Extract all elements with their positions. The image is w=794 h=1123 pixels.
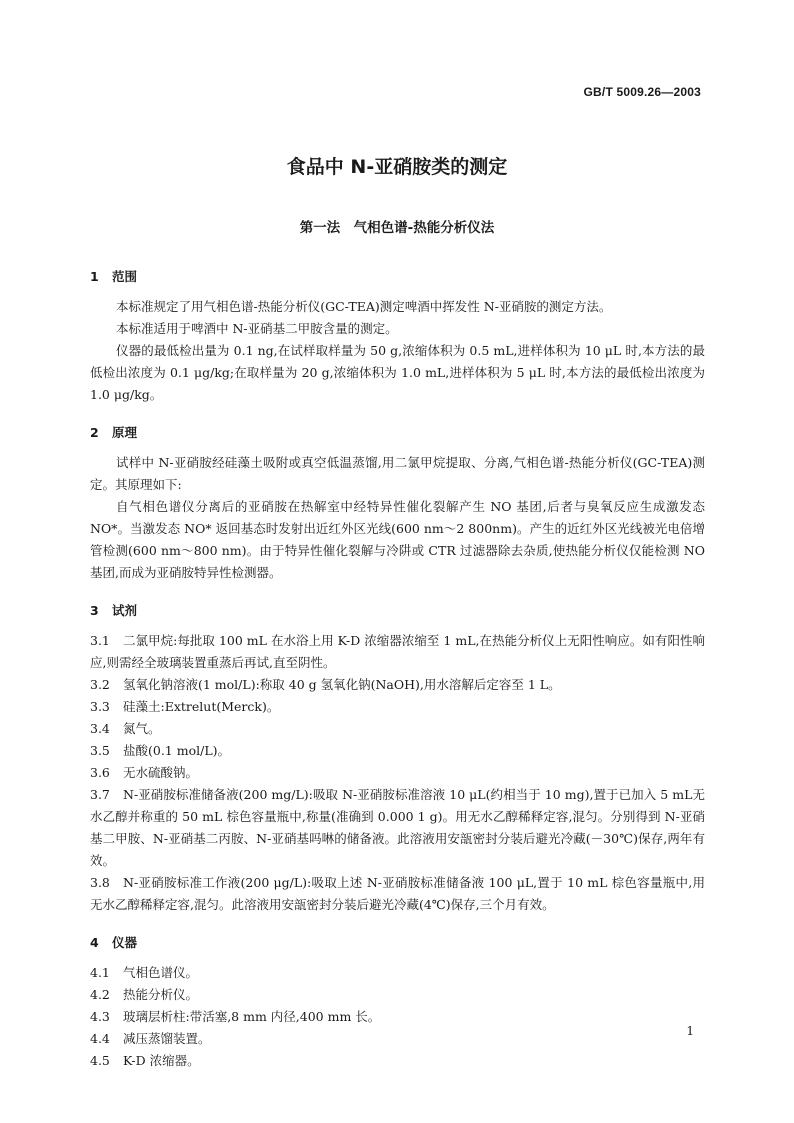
section-number: 4	[90, 935, 99, 950]
item-text: N-亚硝胺标准工作液(200 μg/L):吸取上述 N-亚硝胺标准储备液 100 μL,置于 10 mL 棕色容量瓶中,用无水乙醇稀释定容,混匀。此溶液用安瓿密封分装后避光冷藏(4℃)保存,三个月有效。	[90, 875, 705, 912]
item-text: 氮气。	[123, 721, 161, 736]
standard-code: GB/T 5009.26—2003	[583, 85, 701, 99]
section-title: 范围	[112, 269, 138, 284]
list-item	[90, 1006, 705, 1028]
list-item	[90, 696, 705, 718]
section-number: 1	[90, 269, 99, 284]
item-number: 3.2	[90, 677, 110, 692]
list-item	[90, 718, 705, 740]
item-text: 玻璃层析柱:带活塞,8 mm 内径,400 mm 长。	[123, 1009, 381, 1024]
item-text: 二氯甲烷:每批取 100 mL 在水浴上用 K-D 浓缩器浓缩至 1 mL,在热能分析仪上无阳性响应。如有阳性响应,则需经全玻璃装置重蒸后再试,直至阴性。	[90, 633, 705, 670]
section-number: 3	[90, 603, 99, 618]
section-heading-apparatus	[90, 932, 705, 954]
document-body	[90, 260, 705, 1072]
item-number: 4.2	[90, 987, 110, 1002]
method-subtitle: 第一法 气相色谱-热能分析仪法	[299, 220, 495, 236]
item-text: 盐酸(0.1 mol/L)。	[123, 743, 230, 758]
section-heading-principle	[90, 422, 705, 444]
item-text: 减压蒸馏装置。	[123, 1031, 211, 1046]
item-number: 3.8	[90, 875, 110, 890]
item-number: 4.1	[90, 965, 110, 980]
list-item	[90, 962, 705, 984]
section-title: 试剂	[112, 603, 138, 618]
list-item	[90, 740, 705, 762]
list-item	[90, 872, 705, 916]
item-text: 氢氧化钠溶液(1 mol/L):称取 40 g 氢氧化钠(NaOH),用水溶解后定容至 1 L。	[123, 677, 561, 692]
item-number: 3.1	[90, 633, 110, 648]
page-number: 1	[686, 1024, 694, 1038]
item-text: 气相色谱仪。	[123, 965, 199, 980]
section-heading-reagents	[90, 600, 705, 622]
paragraph: 自气相色谱仪分离后的亚硝胺在热解室中经特异性催化裂解产生 NO 基团,后者与臭氧反应生成激发态 NO*。当激发态 NO* 返回基态时发射出近红外区光线(600 nm～2 800nm)。产生的近红外区光线被光电倍增管检测(600 nm～800 nm)。由于特异性催化裂解与冷阱或 CTR 过滤器除去杂质,使热能分析仪仅能检测 NO 基团,而成为亚硝胺特异性检测器。	[90, 499, 705, 580]
document-title: 食品中 N-亚硝胺类的测定	[286, 156, 508, 178]
section-title: 仪器	[112, 935, 138, 950]
item-number: 4.3	[90, 1009, 110, 1024]
item-number: 4.5	[90, 1053, 110, 1068]
item-number: 3.7	[90, 787, 110, 802]
item-text: 热能分析仪。	[123, 987, 199, 1002]
section-number: 2	[90, 425, 99, 440]
list-item	[90, 984, 705, 1006]
item-text: N-亚硝胺标准储备液(200 mg/L):吸取 N-亚硝胺标准溶液 10 μL(约相当于 10 mg),置于已加入 5 mL无水乙醇并称重的 50 mL 棕色容量瓶中,称量(准确到 0.000 1 g)。用无水乙醇稀释定容,混匀。分别得到 N-亚硝基二甲胺、N-亚硝基二丙胺、N-亚硝基吗啉的储备液。此溶液用安瓿密封分装后避光冷藏(－30℃)保存,两年有效。	[90, 787, 705, 868]
item-number: 3.3	[90, 699, 110, 714]
paragraph: 试样中 N-亚硝胺经硅藻土吸附或真空低温蒸馏,用二氯甲烷提取、分离,气相色谱-热能分析仪(GC-TEA)测定。其原理如下:	[90, 455, 705, 492]
item-number: 4.4	[90, 1031, 110, 1046]
list-item	[90, 762, 705, 784]
item-text: 硅藻土:Extrelut(Merck)。	[123, 699, 280, 714]
item-text: K-D 浓缩器。	[123, 1053, 200, 1068]
section-heading-scope	[90, 266, 705, 288]
list-item	[90, 1050, 705, 1072]
paragraph: 本标准规定了用气相色谱-热能分析仪(GC-TEA)测定啤酒中挥发性 N-亚硝胺的测定方法。	[116, 299, 612, 314]
paragraph: 仪器的最低检出量为 0.1 ng,在试样取样量为 50 g,浓缩体积为 0.5 mL,进样体积为 10 μL 时,本方法的最低检出浓度为 0.1 μg/kg;在取样量为 20 g,浓缩体积为 1.0 mL,进样体积为 5 μL 时,本方法的最低检出浓度为 1.0 μg/kg。	[90, 343, 705, 402]
item-number: 3.5	[90, 743, 110, 758]
list-item	[90, 674, 705, 696]
list-item	[90, 630, 705, 674]
paragraph: 本标准适用于啤酒中 N-亚硝基二甲胺含量的测定。	[116, 321, 398, 336]
list-item	[90, 784, 705, 872]
section-title: 原理	[112, 425, 138, 440]
item-number: 3.6	[90, 765, 110, 780]
item-number: 3.4	[90, 721, 110, 736]
list-item	[90, 1028, 705, 1050]
item-text: 无水硫酸钠。	[123, 765, 199, 780]
